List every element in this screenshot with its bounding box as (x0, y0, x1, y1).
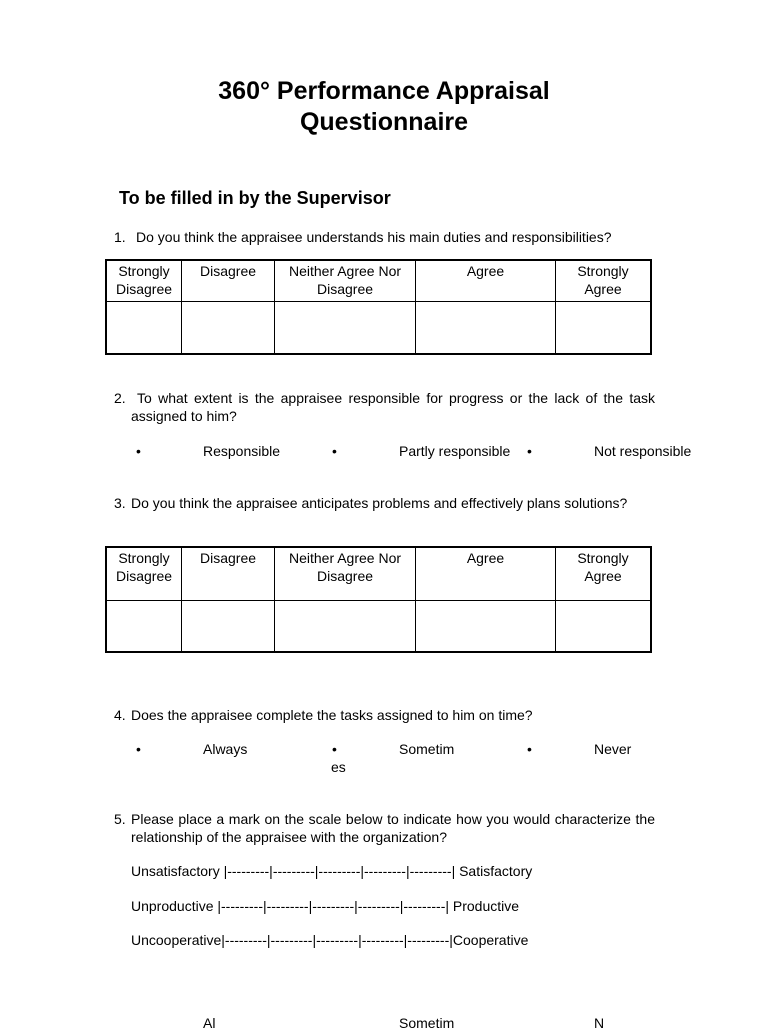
header-neutral: Neither Agree Nor Disagree (275, 260, 416, 301)
answer-cell-neutral[interactable] (275, 600, 416, 652)
page-title-line2: Questionnaire (299, 108, 469, 136)
option-sometimes-wrap[interactable]: es (331, 759, 346, 775)
question-5-number: 5. (114, 811, 126, 827)
answer-cell-strongly-disagree[interactable] (106, 600, 182, 652)
header-strongly-disagree: Strongly Disagree (106, 547, 182, 600)
header-disagree: Disagree (182, 260, 275, 301)
question-5-text: Please place a mark on the scale below to indicate how you would characterize the relationship of the appraisee with the organization? (131, 811, 655, 845)
question-4-number: 4. (114, 707, 126, 723)
question-2-number: 2. (114, 390, 126, 406)
answer-cell-disagree[interactable] (182, 600, 275, 652)
question-4-text: Does the appraisee complete the tasks assigned to him on time? (131, 707, 533, 723)
header-strongly-agree: Strongly Agree (556, 547, 652, 600)
cutoff-option-never: N (594, 1015, 605, 1031)
answer-cell-agree[interactable] (416, 600, 556, 652)
scale-cooperation[interactable]: Uncooperative|---------|---------|---------|---------|---------|Cooperative (131, 932, 529, 948)
bullet-icon: • (527, 741, 532, 757)
bullet-icon: • (136, 741, 141, 757)
option-responsible[interactable]: Responsible (203, 443, 281, 459)
question-2-text: To what extent is the appraisee responsible for progress or the lack of the task assigned to him? (131, 390, 655, 424)
answer-cell-disagree[interactable] (182, 301, 275, 354)
question-1-text: Do you think the appraisee understands his main duties and responsibilities? (136, 229, 612, 245)
rating-table-q3 (105, 546, 652, 653)
header-disagree: Disagree (182, 547, 275, 600)
option-sometimes[interactable]: Sometim (399, 741, 455, 757)
question-1-number: 1. (114, 229, 126, 245)
answer-cell-strongly-disagree[interactable] (106, 301, 182, 354)
bullet-icon: • (527, 443, 532, 459)
bullet-icon: • (332, 443, 337, 459)
header-neutral: Neither Agree Nor Disagree (275, 547, 416, 600)
option-never[interactable]: Never (594, 741, 632, 757)
header-strongly-agree: Strongly Agree (556, 260, 652, 301)
question-3-number: 3. (114, 495, 126, 511)
cutoff-option-sometimes: Sometim (399, 1015, 455, 1031)
header-strongly-disagree: Strongly Disagree (106, 260, 182, 301)
scale-satisfaction[interactable]: Unsatisfactory |---------|---------|---------|---------|---------| Satisfactory (131, 863, 533, 879)
header-agree: Agree (416, 260, 556, 301)
rating-table-q1 (105, 259, 652, 355)
answer-cell-agree[interactable] (416, 301, 556, 354)
answer-cell-neutral[interactable] (275, 301, 416, 354)
bullet-icon: • (332, 741, 337, 757)
bullet-icon: • (136, 443, 141, 459)
page-title-line1: 360° Performance Appraisal (218, 77, 550, 105)
option-partly-responsible[interactable]: Partly responsible (399, 443, 511, 459)
answer-cell-strongly-agree[interactable] (556, 301, 652, 354)
option-always[interactable]: Always (203, 741, 248, 757)
answer-cell-strongly-agree[interactable] (556, 600, 652, 652)
scale-productivity[interactable]: Unproductive |---------|---------|---------|---------|---------| Productive (131, 898, 520, 914)
header-agree: Agree (416, 547, 556, 600)
question-3-text: Do you think the appraisee anticipates problems and effectively plans solutions? (131, 495, 628, 511)
section-subtitle: To be filled in by the Supervisor (119, 188, 391, 208)
cutoff-option-always: Al (203, 1015, 216, 1031)
option-not-responsible[interactable]: Not responsible (594, 443, 692, 459)
